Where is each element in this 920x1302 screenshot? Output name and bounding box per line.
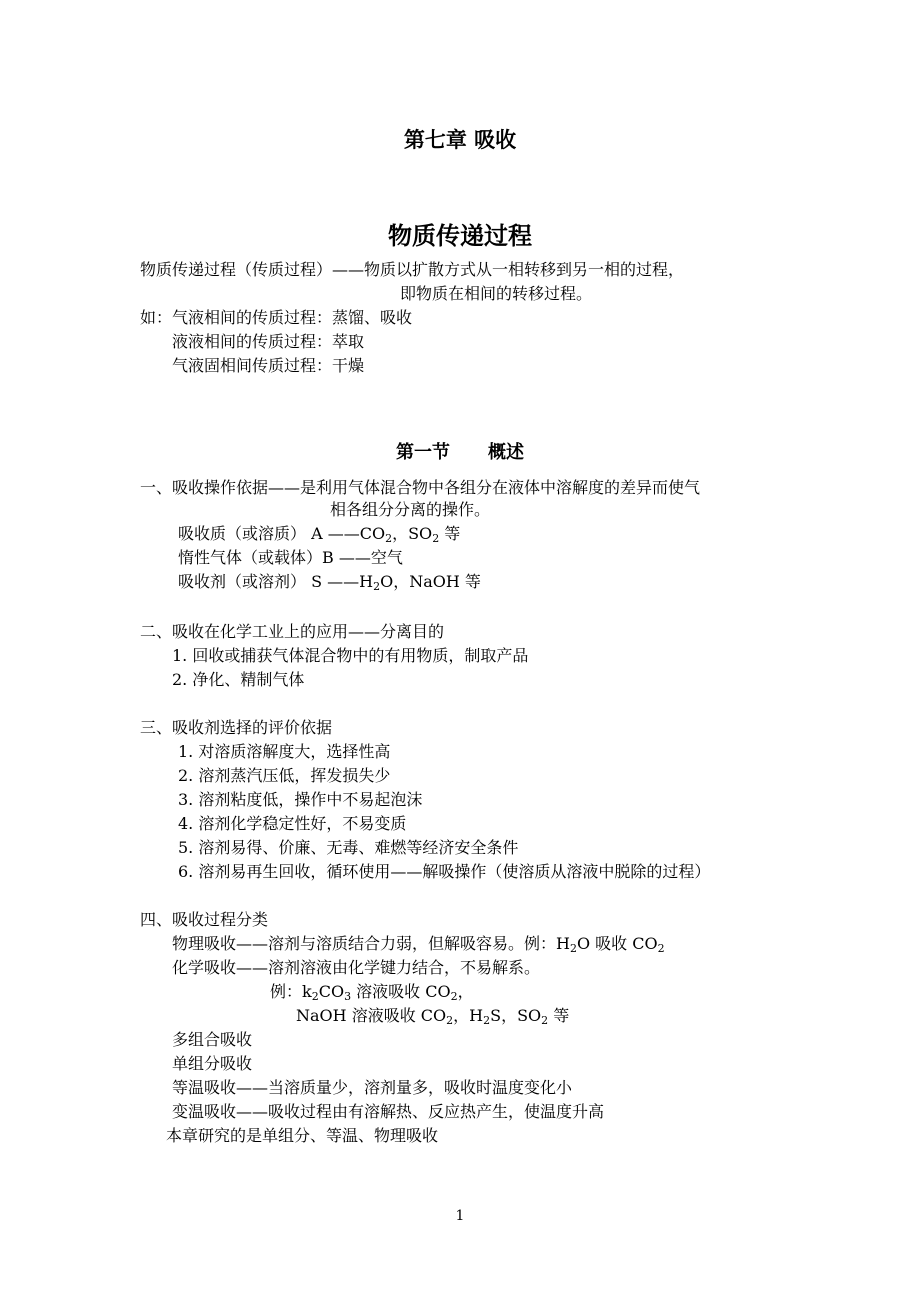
- chemical-example-1: 例：$k_2CO_3$ 溶液吸收 $CO_2$，: [270, 982, 474, 1003]
- part3-item: 3. 溶剂粘度低，操作中不易起泡沫: [178, 790, 423, 809]
- chapter-title: 第七章 吸收: [403, 127, 517, 152]
- single-component: 单组分吸收: [172, 1054, 253, 1073]
- section-1-name: 概述: [488, 442, 524, 463]
- part2-heading: 二、吸收在化学工业上的应用——分离目的: [140, 622, 445, 641]
- section-title: 物质传递过程: [388, 221, 532, 250]
- intro-example-3: 气液固相间传质过程：干燥: [172, 356, 365, 375]
- physical-absorption: 物理吸收——溶剂与溶质结合力弱，但解吸容易。例：$H_2O$ 吸收 $CO_2$: [172, 934, 665, 955]
- intro-definition: 物质传递过程（传质过程）——物质以扩散方式从一相转移到另一相的过程，: [140, 260, 685, 279]
- page-number: 1: [455, 1208, 465, 1224]
- section-1-title: [0, 438, 920, 464]
- part3-item: 5. 溶剂易得、价廉、无毒、难燃等经济安全条件: [178, 838, 519, 857]
- chemical-absorption: 化学吸收——溶剂溶液由化学键力结合，不易解系。: [172, 958, 541, 977]
- chapter-scope: 本章研究的是单组分、等温、物理吸收: [166, 1126, 439, 1145]
- part1-heading-cont: 相各组分分离的操作。: [330, 500, 491, 519]
- absorbate-line: 吸收质（或溶质） A $——CO_2$，$SO_2$ 等: [178, 524, 461, 545]
- part3-item: 2. 溶剂蒸汽压低，挥发损失少: [178, 766, 391, 785]
- chemical-example-2: NaOH 溶液吸收 $CO_2$，$H_2S$，$SO_2$ 等: [296, 1006, 570, 1027]
- part2-item: 1. 回收或捕获气体混合物中的有用物质，制取产品: [172, 646, 529, 665]
- part3-item: 4. 溶剂化学稳定性好，不易变质: [178, 814, 407, 833]
- isothermal-absorption: 等温吸收——当溶质量少，溶剂量多，吸收时温度变化小: [172, 1078, 573, 1097]
- part3-item: 1. 对溶质溶解度大，选择性高: [178, 742, 391, 761]
- multi-component: 多组合吸收: [172, 1030, 253, 1049]
- part3-item: 6. 溶剂易再生回收，循环使用——解吸操作（使溶质从溶液中脱除的过程）: [178, 862, 711, 881]
- part2-item: 2. 净化、精制气体: [172, 670, 305, 689]
- absorbent-line: 吸收剂（或溶剂） S $——H_2O$，NaOH 等: [178, 572, 481, 593]
- part1-heading: 一、吸收操作依据——是利用气体混合物中各组分在液体中溶解度的差异而使气: [140, 478, 701, 497]
- part4-heading: 四、吸收过程分类: [140, 910, 269, 929]
- part3-heading: 三、吸收剂选择的评价依据: [140, 718, 333, 737]
- section-1-number: 第一节: [396, 442, 450, 463]
- intro-example-1: 气液相间的传质过程：蒸馏、吸收: [172, 308, 413, 327]
- intro-example-2: 液液相间的传质过程：萃取: [172, 332, 365, 351]
- intro-example-label: 如：: [140, 308, 173, 327]
- nonisothermal-absorption: 变温吸收——吸收过程由有溶解热、反应热产生，使温度升高: [172, 1102, 605, 1121]
- inert-gas-line: 惰性气体（或载体）B ——空气: [178, 548, 403, 567]
- intro-definition-cont: 即物质在相间的转移过程。: [400, 284, 593, 303]
